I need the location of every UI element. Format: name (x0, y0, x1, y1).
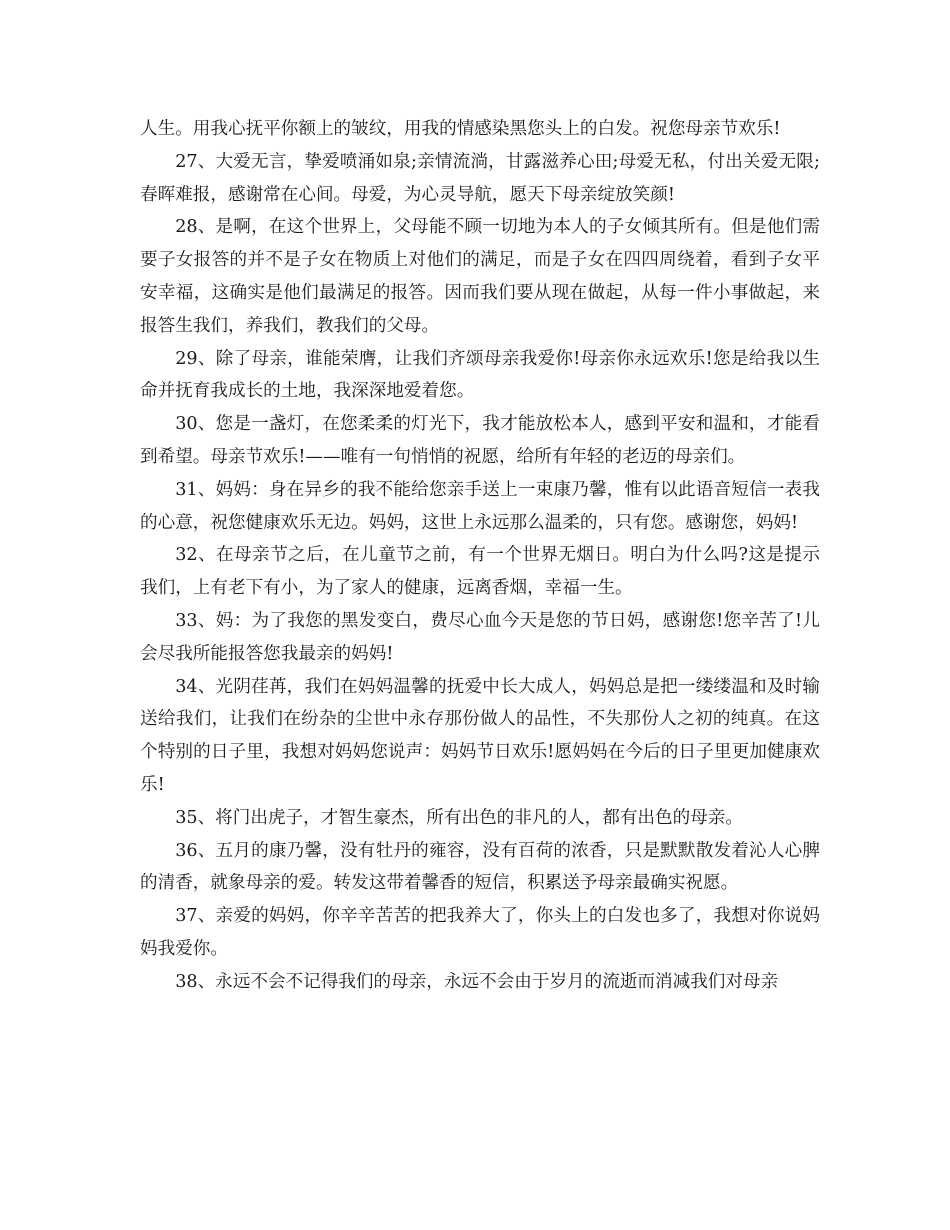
paragraph-32: 32、在母亲节之后，在儿童节之前，有一个世界无烟日。明白为什么吗?这是提示我们，上有老下有小，为了家人的健康，远离香烟，幸福一生。 (140, 545, 820, 599)
document-page (140, 113, 820, 999)
paragraph-35: 35、将门出虎子，才智生豪杰，所有出色的非凡的人，都有出色的母亲。 (175, 807, 743, 828)
paragraph-0: 人生。用我心抚平你额上的皱纹，用我的情感染黑您头上的白发。祝您母亲节欢乐! (140, 119, 781, 139)
paragraph-36: 36、五月的康乃馨，没有牡丹的雍容，没有百荷的浓香，只是默默散发着沁人心脾的清香，就象母亲的爱。转发这带着馨香的短信，积累送予母亲最确实祝愿。 (140, 840, 820, 894)
paragraph-33: 33、妈：为了我您的黑发变白，费尽心血今天是您的节日妈，感谢您!您辛苦了!儿会尽我所能报答您我最亲的妈妈! (140, 610, 820, 664)
paragraph-29: 29、除了母亲，谁能荣膺，让我们齐颂母亲我爱你!母亲你永远欢乐!您是给我以生命并抚育我成长的土地，我深深地爱着您。 (140, 348, 820, 402)
paragraph-28: 28、是啊，在这个世界上，父母能不顾一切地为本人的子女倾其所有。但是他们需要子女报答的并不是子女在物质上对他们的满足，而是子女在四四周绕着，看到子女平安幸福，这确实是他们最满足的报答。因而我们要从现在做起，从每一件小事做起，来报答生我们，养我们，教我们的父母。 (140, 217, 820, 336)
paragraph-30: 30、您是一盏灯，在您柔柔的灯光下，我才能放松本人，感到平安和温和，才能看到希望。母亲节欢乐!——唯有一句悄悄的祝愿，给所有年轻的老迈的母亲们。 (140, 414, 820, 467)
paragraph-31: 31、妈妈：身在异乡的我不能给您亲手送上一束康乃馨，惟有以此语音短信一表我的心意，祝您健康欢乐无边。妈妈，这世上永远那么温柔的，只有您。感谢您，妈妈! (140, 479, 820, 533)
paragraph-34: 34、光阴荏苒，我们在妈妈温馨的抚爱中长大成人，妈妈总是把一缕缕温和及时输送给我们，让我们在纷杂的尘世中永存那份做人的品性，不失那份人之初的纯真。在这个特别的日子里，我想对妈妈您说声：妈妈节日欢乐!愿妈妈在今后的日子里更加健康欢乐! (140, 676, 820, 795)
paragraph-27: 27、大爱无言，挚爱喷涌如泉;亲情流淌，甘露滋养心田;母爱无私，付出关爱无限;春晖难报，感谢常在心间。母爱，为心灵导航，愿天下母亲绽放笑颜! (140, 151, 820, 205)
paragraph-37: 37、亲爱的妈妈，你辛辛苦苦的把我养大了，你头上的白发也多了，我想对你说妈妈我爱你。 (140, 906, 820, 959)
paragraph-38: 38、永远不会不记得我们的母亲，永远不会由于岁月的流逝而消减我们对母亲 (175, 971, 779, 992)
